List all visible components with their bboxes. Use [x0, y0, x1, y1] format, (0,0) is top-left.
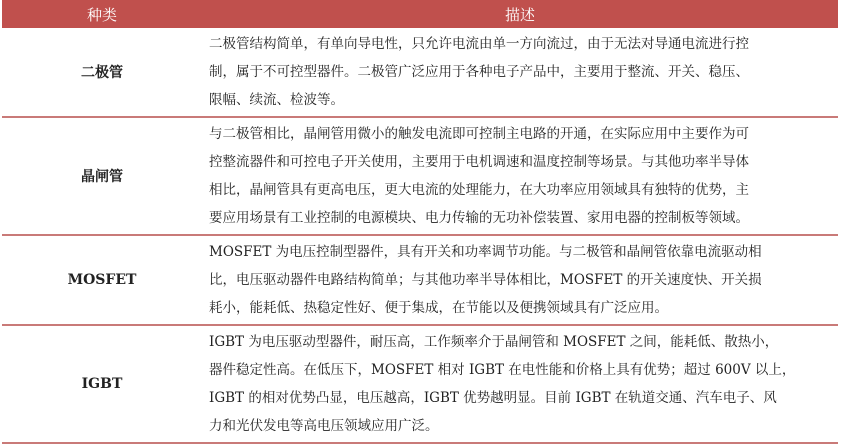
- description-line: 限幅、续流、检波等。: [209, 92, 344, 108]
- type-cell: 二极管: [2, 28, 202, 117]
- header-description: 描述: [202, 0, 838, 28]
- description-line: MOSFET 为电压控制型器件，具有开关和功率调节功能。与二极管和晶闸管依靠电流驱动相: [209, 244, 762, 260]
- table-row: [2, 28, 838, 117]
- table-row: [2, 235, 838, 325]
- description-line: IGBT 的相对优势凸显，电压越高，IGBT 优势越明显。目前 IGBT 在轨道交通、汽车电子、风: [209, 390, 777, 406]
- description-cell: [202, 325, 838, 443]
- table-row: [2, 117, 838, 235]
- description-line: 器件稳定性高。在低压下，MOSFET 相对 IGBT 在电性能和价格上具有优势；超过 600V 以上，: [209, 362, 796, 378]
- table-row: [2, 325, 838, 443]
- header-type: 种类: [2, 0, 202, 28]
- description-cell: [202, 28, 838, 117]
- table-header-row: [2, 0, 838, 28]
- description-line: IGBT 为电压驱动型器件，耐压高，工作频率介于晶闸管和 MOSFET 之间，能耗低、散热小，: [209, 334, 779, 350]
- description-cell: [202, 117, 838, 235]
- type-cell: IGBT: [2, 325, 202, 443]
- description-line: 耗小，能耗低、热稳定性好、便于集成，在节能以及便携领域具有广泛应用。: [209, 300, 668, 316]
- description-line: 制，属于不可控型器件。二极管广泛应用于各种电子产品中，主要用于整流、开关、稳压、: [209, 64, 749, 80]
- semiconductor-types-table: [2, 0, 838, 444]
- description-line: 二极管结构简单，有单向导电性，只允许电流由单一方向流过，由于无法对导通电流进行控: [209, 36, 749, 52]
- type-cell: 晶闸管: [2, 117, 202, 235]
- description-line: 要应用场景有工业控制的电源模块、电力传输的无功补偿装置、家用电器的控制板等领域。: [209, 210, 749, 226]
- description-line: 比，电压驱动器件电路结构简单；与其他功率半导体相比，MOSFET 的开关速度快、开关损: [209, 272, 762, 288]
- description-line: 与二极管相比，晶闸管用微小的触发电流即可控制主电路的开通，在实际应用中主要作为可: [209, 126, 749, 142]
- description-line: 相比，晶闸管具有更高电压，更大电流的处理能力，在大功率应用领域具有独特的优势，主: [209, 182, 749, 198]
- description-line: 力和光伏发电等高电压领域应用广泛。: [209, 418, 439, 434]
- description-cell: [202, 235, 838, 325]
- description-line: 控整流器件和可控电子开关使用，主要用于电机调速和温度控制等场景。与其他功率半导体: [209, 154, 749, 170]
- type-cell: MOSFET: [2, 235, 202, 325]
